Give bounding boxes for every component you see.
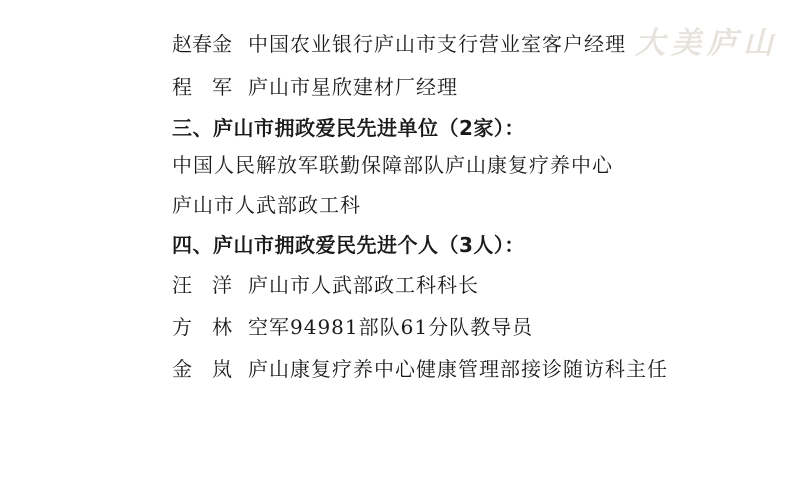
unit-entry: 中国人民解放军联勤保障部队庐山康复疗养中心 <box>172 153 613 177</box>
person-name: 赵春金 <box>172 32 232 56</box>
person-title: 庐山市星欣建材厂经理 <box>248 75 458 99</box>
person-entry <box>172 271 479 299</box>
person-title: 庐山市人武部政工科科长 <box>248 273 479 297</box>
person-name: 汪 洋 <box>172 273 232 297</box>
person-name: 金 岚 <box>172 357 232 381</box>
section-heading-individuals: 四、庐山市拥政爱民先进个人（3人）： <box>172 233 525 257</box>
unit-entry: 庐山市人武部政工科 <box>172 193 361 217</box>
person-title: 空军94981部队61分队教导员 <box>248 315 534 339</box>
person-entry <box>172 313 533 341</box>
person-name: 方 林 <box>172 315 232 339</box>
watermark-logo: 大美庐山 <box>635 26 779 61</box>
person-entry <box>172 30 626 58</box>
person-entry <box>172 73 458 101</box>
person-name: 程 军 <box>172 75 232 99</box>
section-heading-units: 三、庐山市拥政爱民先进单位（2家）： <box>172 116 525 140</box>
person-entry <box>172 355 668 383</box>
person-title: 中国农业银行庐山市支行营业室客户经理 <box>248 32 626 56</box>
person-title: 庐山康复疗养中心健康管理部接诊随访科主任 <box>248 357 668 381</box>
